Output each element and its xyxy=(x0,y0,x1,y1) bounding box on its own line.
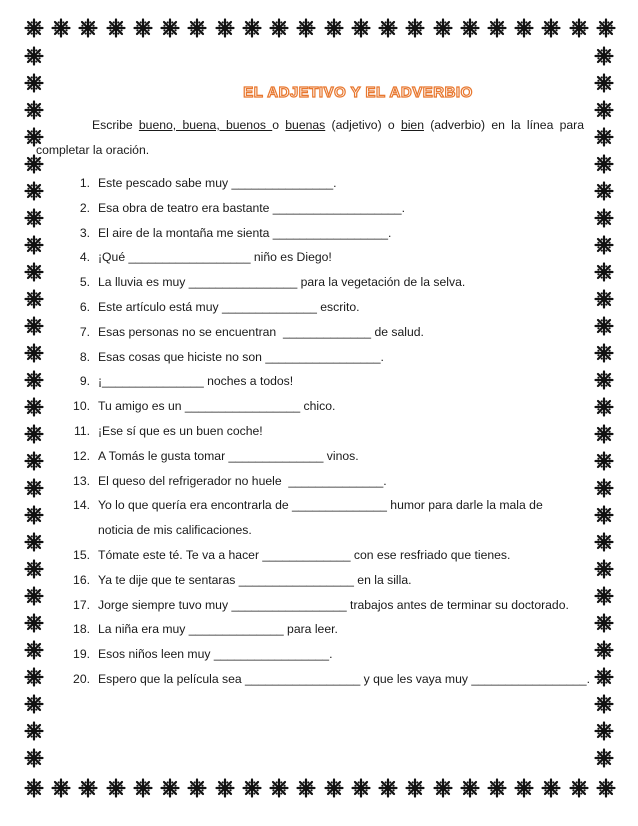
asterisk-star-icon xyxy=(215,18,235,38)
list-item: 16. Ya te dije que te sentaras _________________ en la silla. xyxy=(73,572,412,587)
asterisk-star-icon xyxy=(187,778,207,798)
asterisk-star-icon xyxy=(78,18,98,38)
asterisk-star-icon xyxy=(594,208,614,228)
asterisk-star-icon xyxy=(594,46,614,66)
asterisk-star-icon xyxy=(569,18,589,38)
asterisk-star-icon xyxy=(541,778,561,798)
asterisk-star-icon xyxy=(242,778,262,798)
asterisk-star-icon xyxy=(78,778,98,798)
asterisk-star-icon xyxy=(594,640,614,660)
asterisk-star-icon xyxy=(594,532,614,552)
asterisk-star-icon xyxy=(215,778,235,798)
list-item: 14. Yo lo que quería era encontrarla de ______________ humor para darle la mala de xyxy=(73,498,543,513)
list-item: 3. El aire de la montaña me sienta _________________. xyxy=(79,225,392,240)
list-item: 15. Tómate este té. Te va a hacer _____________ con ese resfriado que tienes. xyxy=(73,547,511,562)
asterisk-star-icon xyxy=(594,694,614,714)
asterisk-star-icon xyxy=(296,18,316,38)
instructions-word-bien: bien xyxy=(400,118,424,132)
list-item: 8. Esas cosas que hiciste no son _________________. xyxy=(79,349,384,364)
asterisk-star-icon xyxy=(594,424,614,444)
instructions-line-2: completar la oración. xyxy=(36,143,150,157)
list-item: 11. ¡Ese sí que es un buen coche! xyxy=(73,423,263,438)
list-item: 12. A Tomás le gusta tomar ______________ vinos. xyxy=(73,448,359,463)
asterisk-star-icon xyxy=(433,778,453,798)
instructions-line-1 xyxy=(36,113,584,138)
asterisk-star-icon xyxy=(594,127,614,147)
asterisk-star-icon xyxy=(514,18,534,38)
asterisk-star-icon xyxy=(594,721,614,741)
asterisk-star-icon xyxy=(296,778,316,798)
list-item: 7. Esas personas no se encuentran _____________ de salud. xyxy=(79,324,424,339)
asterisk-star-icon xyxy=(51,18,71,38)
asterisk-star-icon xyxy=(487,18,507,38)
asterisk-star-icon xyxy=(594,73,614,93)
asterisk-star-icon xyxy=(594,262,614,282)
asterisk-star-icon xyxy=(594,316,614,336)
asterisk-star-icon xyxy=(133,18,153,38)
border-right xyxy=(594,46,614,768)
border-bottom xyxy=(24,778,616,798)
asterisk-star-icon xyxy=(460,778,480,798)
page-title: EL ADJETIVO Y EL ADVERBIO xyxy=(243,84,473,101)
asterisk-star-icon xyxy=(594,370,614,390)
asterisk-star-icon xyxy=(269,778,289,798)
asterisk-star-icon xyxy=(594,343,614,363)
asterisk-star-icon xyxy=(594,289,614,309)
asterisk-star-icon xyxy=(378,18,398,38)
instructions-prefix: Escribe xyxy=(92,118,139,132)
asterisk-star-icon xyxy=(596,18,616,38)
asterisk-star-icon xyxy=(460,18,480,38)
asterisk-star-icon xyxy=(569,778,589,798)
asterisk-star-icon xyxy=(242,18,262,38)
asterisk-star-icon xyxy=(594,667,614,687)
worksheet-content xyxy=(36,84,590,692)
asterisk-star-icon xyxy=(594,559,614,579)
asterisk-star-icon xyxy=(594,613,614,633)
asterisk-star-icon xyxy=(487,778,507,798)
asterisk-star-icon xyxy=(405,18,425,38)
asterisk-star-icon xyxy=(269,18,289,38)
list-item: 18. La niña era muy ______________ para leer. xyxy=(73,622,338,637)
asterisk-star-icon xyxy=(160,18,180,38)
asterisk-star-icon xyxy=(24,748,44,768)
asterisk-star-icon xyxy=(24,778,44,798)
asterisk-star-icon xyxy=(24,694,44,714)
asterisk-star-icon xyxy=(594,154,614,174)
asterisk-star-icon xyxy=(51,778,71,798)
list-item: 5. La lluvia es muy ________________ para la vegetación de la selva. xyxy=(79,275,466,290)
asterisk-star-icon xyxy=(594,478,614,498)
instructions-word-buenas: buenas xyxy=(285,118,326,132)
asterisk-star-icon xyxy=(541,18,561,38)
asterisk-star-icon xyxy=(160,778,180,798)
list-item: 13. El queso del refrigerador no huele ______________. xyxy=(73,473,387,488)
asterisk-star-icon xyxy=(405,778,425,798)
asterisk-star-icon xyxy=(378,778,398,798)
list-item: 4. ¡Qué __________________ niño es Diego! xyxy=(79,250,332,265)
asterisk-star-icon xyxy=(133,778,153,798)
list-item: 10. Tu amigo es un _________________ chico. xyxy=(73,399,336,414)
asterisk-star-icon xyxy=(24,46,44,66)
asterisk-star-icon xyxy=(594,235,614,255)
asterisk-star-icon xyxy=(594,397,614,417)
list-item: 6. Este artículo está muy ______________ escrito. xyxy=(79,299,360,314)
asterisk-star-icon xyxy=(433,18,453,38)
asterisk-star-icon xyxy=(24,721,44,741)
instructions-suffix: (adverbio) en la línea para xyxy=(423,118,585,132)
asterisk-star-icon xyxy=(594,505,614,525)
instructions-middle: (adjetivo) o xyxy=(325,118,401,132)
list-item: 2. Esa obra de teatro era bastante ___________________. xyxy=(79,200,405,215)
asterisk-star-icon xyxy=(324,18,344,38)
asterisk-star-icon xyxy=(514,778,534,798)
list-item: 9. ¡_______________ noches a todos! xyxy=(79,374,294,389)
asterisk-star-icon xyxy=(106,778,126,798)
asterisk-star-icon xyxy=(594,748,614,768)
asterisk-star-icon xyxy=(324,778,344,798)
asterisk-star-icon xyxy=(594,100,614,120)
list-item: 17. Jorge siempre tuvo muy _________________ trabajos antes de terminar su doctorado. xyxy=(73,597,569,612)
asterisk-star-icon xyxy=(351,18,371,38)
asterisk-star-icon xyxy=(351,778,371,798)
list-item-continuation: noticia de mis calificaciones. xyxy=(98,523,252,538)
border-top xyxy=(24,18,616,38)
exercise-list xyxy=(36,171,590,692)
asterisk-star-icon xyxy=(187,18,207,38)
list-item: 20. Espero que la película sea _________________ y que les vaya muy _________________. xyxy=(73,671,590,686)
asterisk-star-icon xyxy=(24,18,44,38)
instructions-connector: o xyxy=(272,118,286,132)
list-item: 1. Este pescado sabe muy _______________. xyxy=(79,176,337,190)
asterisk-star-icon xyxy=(594,586,614,606)
asterisk-star-icon xyxy=(594,181,614,201)
asterisk-star-icon xyxy=(596,778,616,798)
list-item: 19. Esos niños leen muy _________________. xyxy=(73,647,333,662)
instructions-word-bueno: bueno, buena, buenos xyxy=(138,118,273,132)
asterisk-star-icon xyxy=(106,18,126,38)
asterisk-star-icon xyxy=(594,451,614,471)
